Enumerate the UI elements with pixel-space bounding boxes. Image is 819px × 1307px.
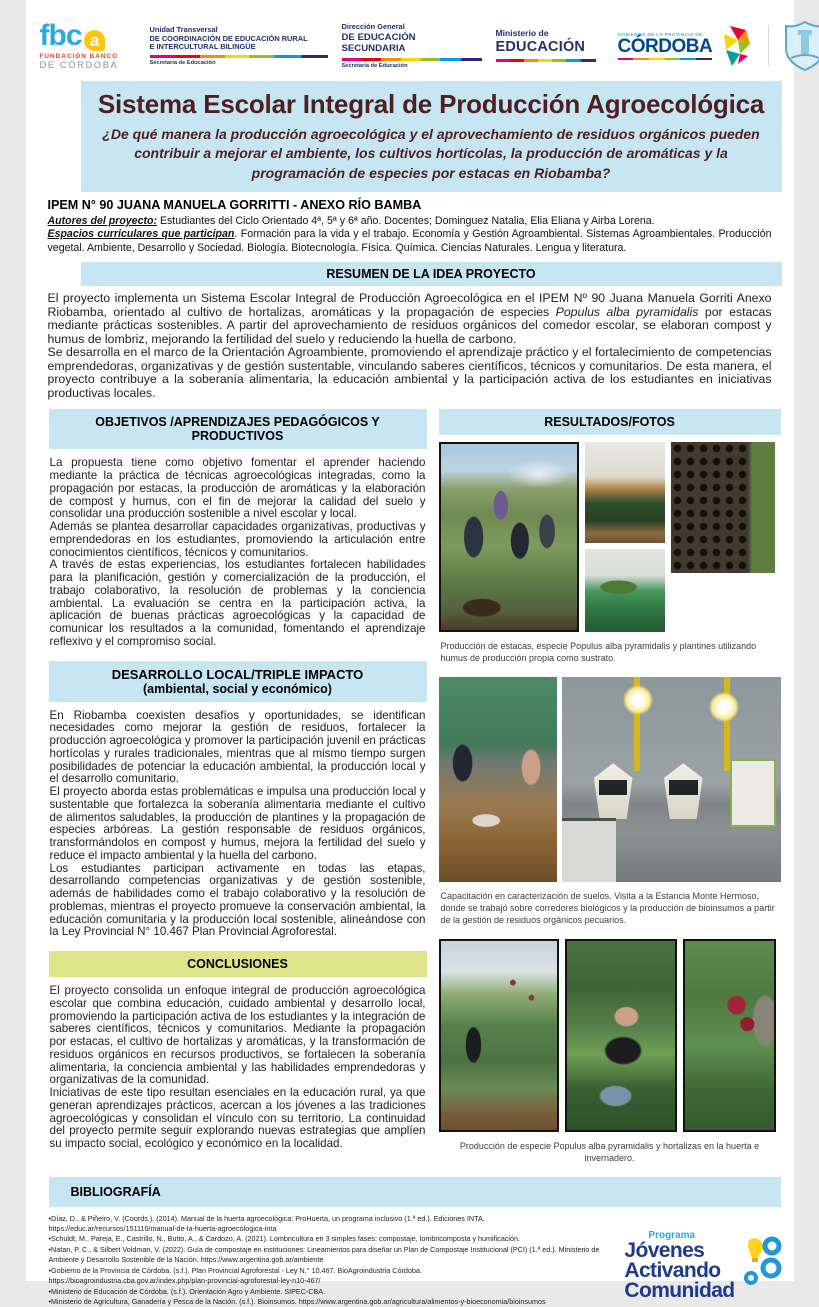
species-name-italic: Populus alba pyramidalis <box>555 304 699 319</box>
desarrollo-heading-line2: (ambiental, social y económico) <box>143 681 332 696</box>
bibliography-entry: •Schuldt, M., Pareja, E., Castrillo, N., Butto, A., & Cardozo, A. (2021). Lombricultura en 3 simples fases: compostaje, lombricomposta y humificación. <box>48 1234 520 1244</box>
fbca-a-badge: a <box>84 30 105 51</box>
objetivos-heading: OBJETIVOS /APRENDIZAJES PEDAGÓGICOS Y PRODUCTIVOS <box>49 409 427 449</box>
objetivos-paragraph-2: Además se plantea desarrollar capacidades organizativas, productivas y emprendedoras en los estudiantes, promoviendo la articulación entre conocimientos científicos, técnicos y comunitarios. <box>49 520 426 559</box>
bibliography-row <box>49 1214 781 1307</box>
lightbulb-and-rings-icon <box>733 1234 781 1296</box>
resumen-heading: RESUMEN DE LA IDEA PROYECTO <box>81 262 782 286</box>
resumen-paragraph-1 <box>48 292 772 346</box>
bibliography-entry: •Gobierno de la Provincia de Córdoba. (s.f.). Plan Provincial Agroforestal - Ley N.° 10.467. BioAgroindustria Córdoba. <box>48 1265 422 1275</box>
poster-page <box>26 0 794 1307</box>
objetivos-paragraph-3: A través de estas experiencias, los estudiantes fortalecen habilidades para la planificación, gestión y comercialización de la producción, el trabajo colaborativo, la resolución de problemas y la conciencia ambiental. La evaluación se centra en la participación activa, la aplicación de buenas prácticas agroecológicas y la capacidad de comunicar los resultados a la comunidad, fomentando el aprendizaje reflexivo y el compromiso social. <box>49 558 426 648</box>
right-column <box>439 409 781 1164</box>
programa-label: Programa <box>648 1229 696 1241</box>
authors-line <box>48 215 772 228</box>
unidad-line3: E INTERCULTURAL BILINGÜE <box>149 42 256 52</box>
research-question: ¿De qué manera la producción agroecológica y el aprovechamiento de residuos orgánicos pueden contribuir a mejorar el ambiente, los cultivos hortícolas, la producción de aromáticas y la programación de especies por estacas en Riobamba? <box>102 126 760 181</box>
resultados-heading: RESULTADOS/FOTOS <box>439 409 781 435</box>
programa-line1: Jóvenes <box>624 1238 705 1262</box>
direccion-secretaria: Secretaría de Educación <box>341 62 408 69</box>
programa-name <box>624 1238 735 1303</box>
resumen-paragraph-2: Se desarrolla en el marco de la Orientación Agroambiente, promoviendo el aprendizaje práctico y el fortalecimiento de competencias emprendedoras, organizativas y de gestión sustentable, vinculando saberes científicos, técnicos y comunitarios. De esta manera, el proyecto contribuye a la soberanía alimentaria, la educación ambiental y la participación activa de los estudiantes en iniciativas productivas locales. <box>47 345 772 400</box>
photo-seedling-box <box>585 442 665 543</box>
conclusiones-paragraph-2: Iniciativas de este tipo resultan esenciales en la educación rural, ya que generan aprendizajes prácticos, acercan a los jóvenes a las tradiciones agroecológicas y consolidan el vínculo con su territorio. La continuidad del proyecto permite seguir explorando nuevas estrategias que amplíen su impacto social, ecológico y económico en la localidad. <box>49 1086 426 1151</box>
conclusiones-body <box>50 985 426 1151</box>
rainbow-bar <box>618 58 713 61</box>
photo-greenhouse-table <box>585 549 665 632</box>
photo-soil-workshop <box>439 677 557 882</box>
bibliography-entry: •Díaz, D., & Piñeiro, V. (Coords.). (2014). Manual de la huerta agroecológica: ProHuerta, un programa inclusivo (1.ª ed.). Ediciones INTA. <box>48 1213 485 1223</box>
cordoba-map-icon <box>716 24 752 68</box>
photo-group-1 <box>439 442 781 632</box>
cordoba-wordmark <box>618 32 713 61</box>
photo-seed-trays <box>671 442 775 573</box>
unidad-secretaria: Secretaría de Educación <box>149 60 216 67</box>
resumen-p1-text-b: por estacas mediante prácticas sostenibles. A partir del aprovechamiento de residuos orgánicos del comedor escolar, se elaboran compost y humus de lombriz, mejorando la fertilidad del suelo y reduciendo la huella de carbono. <box>47 304 772 346</box>
municipal-crest-icon <box>783 20 819 72</box>
authors-label: Autores del proyecto: <box>47 214 157 227</box>
poster-title: Sistema Escolar Integral de Producción Agroecológica <box>97 89 765 119</box>
curricular-line <box>48 228 772 255</box>
ministerio-line1: Ministerio de <box>495 28 549 39</box>
photo-group-3 <box>439 939 781 1132</box>
unidad-line2: DE COORDINACIÓN DE EDUCACIÓN RURAL <box>149 33 308 43</box>
logo-direccion-general <box>342 23 482 68</box>
tank-panel <box>730 759 776 827</box>
header-divider <box>768 25 769 67</box>
desarrollo-paragraph-1: En Riobamba coexisten desafíos y oportunidades, se identifican necesidades como mejorar la gestión de residuos, fortalecer la producción agroecológica y promover la participación juvenil en prácticas hortícolas y rurales tradicionales, mientras que al mismo tiempo surgen posibilidades de potenciar la educación ambiental, la producción local y el desarrollo comunitario. <box>49 708 426 786</box>
resumen-body <box>48 292 772 400</box>
photo-caption-3: Producción de especie Populus alba pyramidalis y hortalizas en la huerta e invernadero. <box>459 1140 760 1163</box>
logo-cordoba <box>618 24 753 68</box>
cordoba-word-text: CÓRDOBA <box>617 35 713 57</box>
header-bar <box>26 0 794 78</box>
direccion-line1: Dirección General <box>341 22 405 32</box>
photo-bioreactor-facility <box>562 677 781 882</box>
bibliography-list <box>49 1214 624 1307</box>
rainbow-bar <box>496 59 596 62</box>
desarrollo-heading-line1: DESARROLLO LOCAL/TRIPLE IMPACTO <box>111 666 364 682</box>
work-light <box>709 692 739 722</box>
direccion-line2: DE EDUCACIÓN SECUNDARIA <box>341 32 416 55</box>
bioinput-tank <box>662 763 704 819</box>
photo-caption-2: Capacitación en caracterización de suelos. Visita a la Estancia Monte Hermoso, donde se trabajó sobre corredores biológicos y la producción de bioinsumos a partir de la gestión de residuos orgánicos pecuarios. <box>440 891 775 925</box>
bibliography-entry-url: https://educ.ar/recursos/151110/manual-de-la-huerta-agroecologica-inta <box>48 1223 277 1233</box>
school-name: IPEM N° 90 JUANA MANUELA GORRITTI - ANEXO RÍO BAMBA <box>47 197 422 212</box>
photo-garden-shovel <box>439 939 559 1132</box>
photo-group-2 <box>439 677 781 882</box>
desarrollo-paragraph-2: El proyecto aborda estas problemáticas e impulsa una producción local y sustentable que fortalezca la soberanía alimentaria mediante el cultivo de alimentos saludables, la producción de plantines y la propagación de especies arbóreas. La gestión responsable de residuos orgánicos, transformándolos en compost y humus, mejora la fertilidad del suelo y reduce el impacto ambiental y la huella del carbono. <box>49 785 426 862</box>
curricular-label: Espacios curriculares que participan <box>47 228 235 241</box>
rainbow-bar <box>342 58 482 61</box>
resumen-p1-text: El proyecto implementa un Sistema Escolar Integral de Producción Agroecológica en el IPEM Nº 90 Juana Manuela Gorriti Anexo Riobamba, orientado al cultivo de hortalizas, aromáticas y la propagación de especies <box>47 291 772 319</box>
programa-line2: Activando <box>624 1258 721 1282</box>
objetivos-body <box>50 457 426 648</box>
fbca-sub1: FUNDACIÓN BANCO <box>39 53 119 61</box>
photo-harvest-greens <box>565 939 677 1132</box>
logo-fbca <box>40 21 136 71</box>
programa-line3: Comunidad <box>624 1279 735 1303</box>
title-band <box>81 81 782 192</box>
authors-text: Estudiantes del Ciclo Orientado 4ª, 5ª y 6ª año. Docentes; Dominguez Natalia, Elia Eliana y Airba Lorena. <box>157 214 655 227</box>
logo-unidad-transversal <box>150 26 328 66</box>
desarrollo-body <box>50 710 426 940</box>
photo-students-planting <box>439 442 579 632</box>
fbca-word-text: fbc <box>39 19 82 53</box>
objetivos-paragraph-1: La propuesta tiene como objetivo fomentar el aprender haciendo mediante la práctica de técnicas agroecológicas integradas, como la propagación por estacas, la producción de aromáticas y la elaboración de compost y humus, con el fin de mejorar la calidad del suelo y consolidar una producción sostenible a nivel escolar y local. <box>49 456 426 521</box>
programa-jovenes-logo <box>624 1214 780 1307</box>
bioinput-tank <box>592 763 634 819</box>
content-columns <box>49 409 781 1164</box>
bibliografia-heading: BIBLIOGRAFÍA <box>49 1177 781 1207</box>
unidad-line1: Unidad Transversal <box>149 24 218 34</box>
bibliography-entry: •Natan, P. C., & Silbert Voldman, V. (2022). Guía de compostaje en instituciones: Lineamientos para diseñar un Plan de Compostaje Institucional (PCI) (1.ª ed.). Ministerio de Ambiente y Desarrollo Sostenible de la Nación. https://www.argentina.gob.ar/ambiente <box>48 1244 600 1265</box>
storage-container <box>562 818 617 883</box>
ministerio-line2: EDUCACIÓN <box>495 38 586 55</box>
bibliography-entry-url: https://bioagroindustria.cba.gov.ar/index.php/plan-provincial-agroforestal-ley-n10-467/ <box>48 1276 321 1286</box>
photo-caption-1: Producción de estacas, especie Populus alba pyramidalis y plantines utilizando humus de producción propia como sustrato. <box>440 641 757 664</box>
logo-ministerio-educacion <box>496 28 596 63</box>
desarrollo-heading <box>49 661 427 702</box>
photo-middle-stack <box>585 442 665 632</box>
bibliography-entry: •Ministerio de Educación de Córdoba. (s.f.). Orientación Agro y Ambiente. SIPEC-CBA. <box>48 1286 326 1296</box>
school-block <box>48 198 772 255</box>
left-column <box>49 409 427 1163</box>
fbca-wordmark <box>40 21 136 51</box>
curricular-text: . Formación para la vida y el trabajo. Economía y Gestión Agroambiental. Sistemas Agroambientales. Producción vegetal. Ambiente, Desarrollo y Sociedad. Biología. Biotecnología. Física. Química. Ciencias Naturales. Lengua y literatura. <box>47 228 772 254</box>
conclusiones-heading: CONCLUSIONES <box>49 951 427 977</box>
rainbow-bar <box>150 55 328 58</box>
fbca-sub2: DE CÓRDOBA <box>39 60 119 72</box>
bibliography-entry: •Ministerio de Agricultura, Ganadería y Pesca de la Nación. (s.f.). Bioinsumos. https://www.argentina.gob.ar/agricultura/alimentos-y-bioeconomia/bioinsumos <box>48 1297 546 1307</box>
cordoba-gov-text: GOBIERNO DE LA PROVINCIA DE <box>617 31 703 37</box>
photo-harvest-beets <box>683 939 776 1132</box>
desarrollo-paragraph-3: Los estudiantes participan activamente en todas las etapas, desarrollando competencias organizativas y de gestión sostenible, además de habilidades como el trabajo colaborativo y la resolución de problemas, mientras el proyecto promueve la conservación ambiental, la educación comunitaria y la producción local sostenible, alineándose con la Ley Provincial N° 10.467 Plan Provincial Agroforestal. <box>49 861 426 939</box>
work-light <box>623 685 653 715</box>
conclusiones-paragraph-1: El proyecto consolida un enfoque integral de producción agroecológica escolar que combina educación, cuidado ambiental y desarrollo local, promoviendo la participación activa de los estudiantes y la integración de saberes científicos, técnicos y comunitarios. Mediante la propagación por estacas, el cultivo de hortalizas y aromáticas, y la transformación de residuos orgánicos en recursos productivos, se fortalecen la soberanía alimentaria, la conciencia ambiental y las habilidades emprendedoras y organizativas de la comunidad. <box>49 984 426 1087</box>
